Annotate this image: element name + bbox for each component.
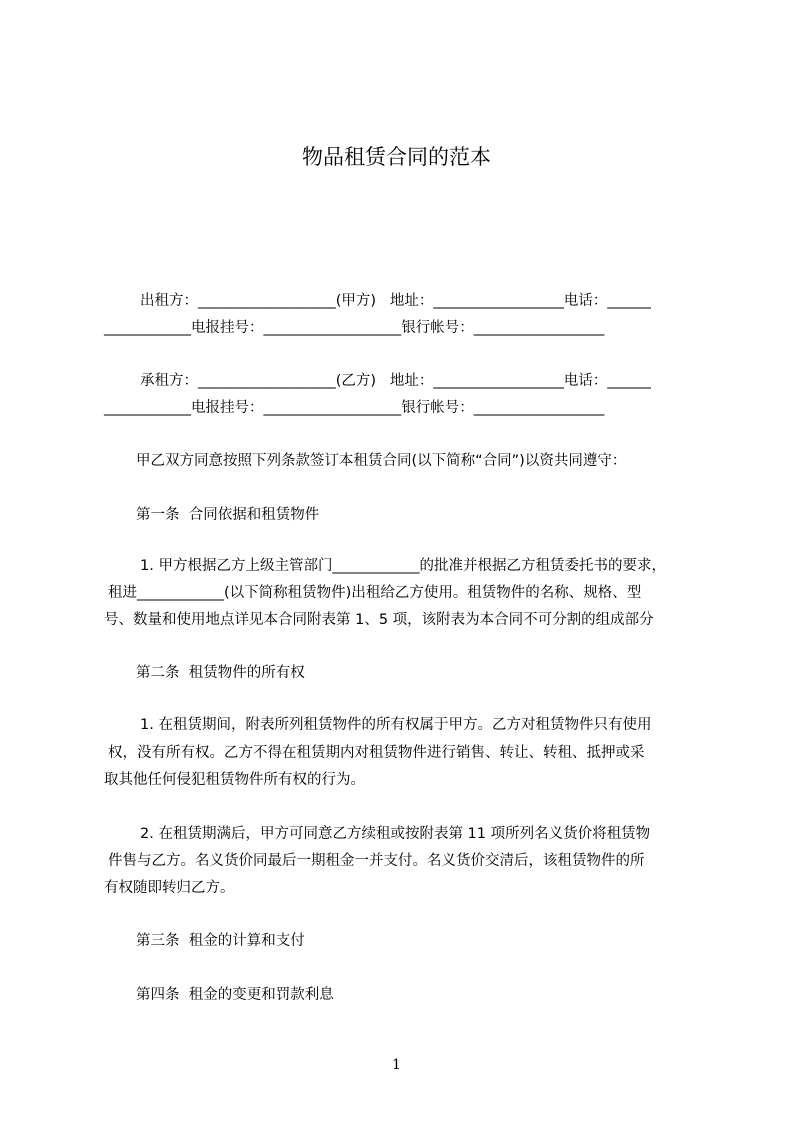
article-4-heading: 第四条 租金的变更和罚款利息 [136, 987, 334, 1003]
document-title: 物品租赁合同的范本 [302, 145, 491, 169]
paragraph-line: 有权随即转归乙方。 [104, 880, 235, 896]
paragraph-line: 权，没有所有权。乙方不得在租赁期内对租赁物件进行销售、转让、转租、抵押或采 [108, 745, 645, 761]
lessor-line-2: ____________电报挂号：___________________银行帐号：__________________ [104, 320, 605, 336]
paragraph-line: 1. 在租赁期间，附表所列租赁物件的所有权属于甲方。乙方对租赁物件只有使用 [140, 717, 652, 733]
lessor-line-1: 出租方：___________________(甲方) 地址：__________________电话：______ [140, 293, 651, 309]
paragraph-line: 件售与乙方。名义货价同最后一期租金一并支付。名义货价交清后，该租赁物件的所 [108, 853, 645, 869]
lessee-line-2: ____________电报挂号：___________________银行帐号：__________________ [104, 400, 605, 416]
paragraph-line: 2. 在租赁期满后，甲方可同意乙方续租或按附表第 11 项所列名义货价将租赁物 [140, 826, 651, 842]
preamble: 甲乙双方同意按照下列条款签订本租赁合同(以下简称“合同”)以资共同遵守： [136, 453, 627, 469]
paragraph-line: 取其他任何侵犯租赁物件所有权的行为。 [104, 772, 365, 788]
paragraph-line: 号、数量和使用地点详见本合同附表第 1、5 项，该附表为本合同不可分割的组成部分 [104, 612, 654, 628]
paragraph-line: 1. 甲方根据乙方上级主管部门____________的批准并根据乙方租赁委托书的要求， [140, 558, 666, 574]
article-2-heading: 第二条 租赁物件的所有权 [136, 665, 305, 681]
page-number: 1 [392, 1057, 401, 1073]
article-3-heading: 第三条 租金的计算和支付 [136, 933, 305, 949]
paragraph-line: 租进____________(以下简称租赁物件)出租给乙方使用。租赁物件的名称、规格、型 [108, 585, 642, 601]
article-1-heading: 第一条 合同依据和租赁物件 [136, 507, 320, 523]
lessee-line-1: 承租方：___________________(乙方) 地址：__________________电话：______ [140, 373, 651, 389]
